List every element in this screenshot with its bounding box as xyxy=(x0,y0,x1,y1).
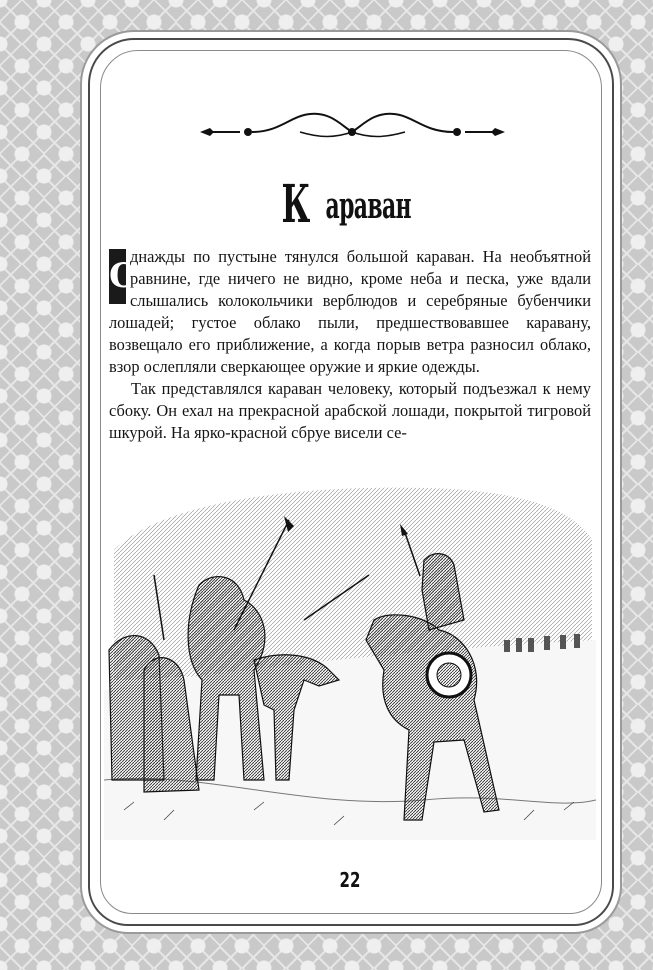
story-title xyxy=(250,170,450,240)
caravan-engraving-illustration xyxy=(104,480,596,840)
story-text xyxy=(109,246,591,444)
page-number: 22 xyxy=(339,868,361,892)
story-title-initial: К xyxy=(281,174,310,235)
paragraph-1-text: днажды по пустыне тянулся большой караван. На необъятной равнине, где ничего не видно, кроме неба и песка, уже вдали слышались колокольчики верблюдов и серебряные бубенчики лошадей; густое облако пыли, предшествовавшее каравану, возвещало его приближение, а когда порыв ветра разносил облако, взор ослепляли сверкающее оружие и яркие одежды. xyxy=(109,247,591,376)
header-ornament xyxy=(200,106,505,150)
story-title-rest: араван xyxy=(325,185,411,227)
paragraph-2: Так представлялся караван человеку, который подъезжал к нему сбоку. Он ехал на прекрасной арабской лошади, покрытой тигровой шкурой. На ярко-красной сбруе висели се- xyxy=(109,379,591,442)
drop-cap: О xyxy=(109,249,126,304)
paragraph-1 xyxy=(109,246,591,378)
